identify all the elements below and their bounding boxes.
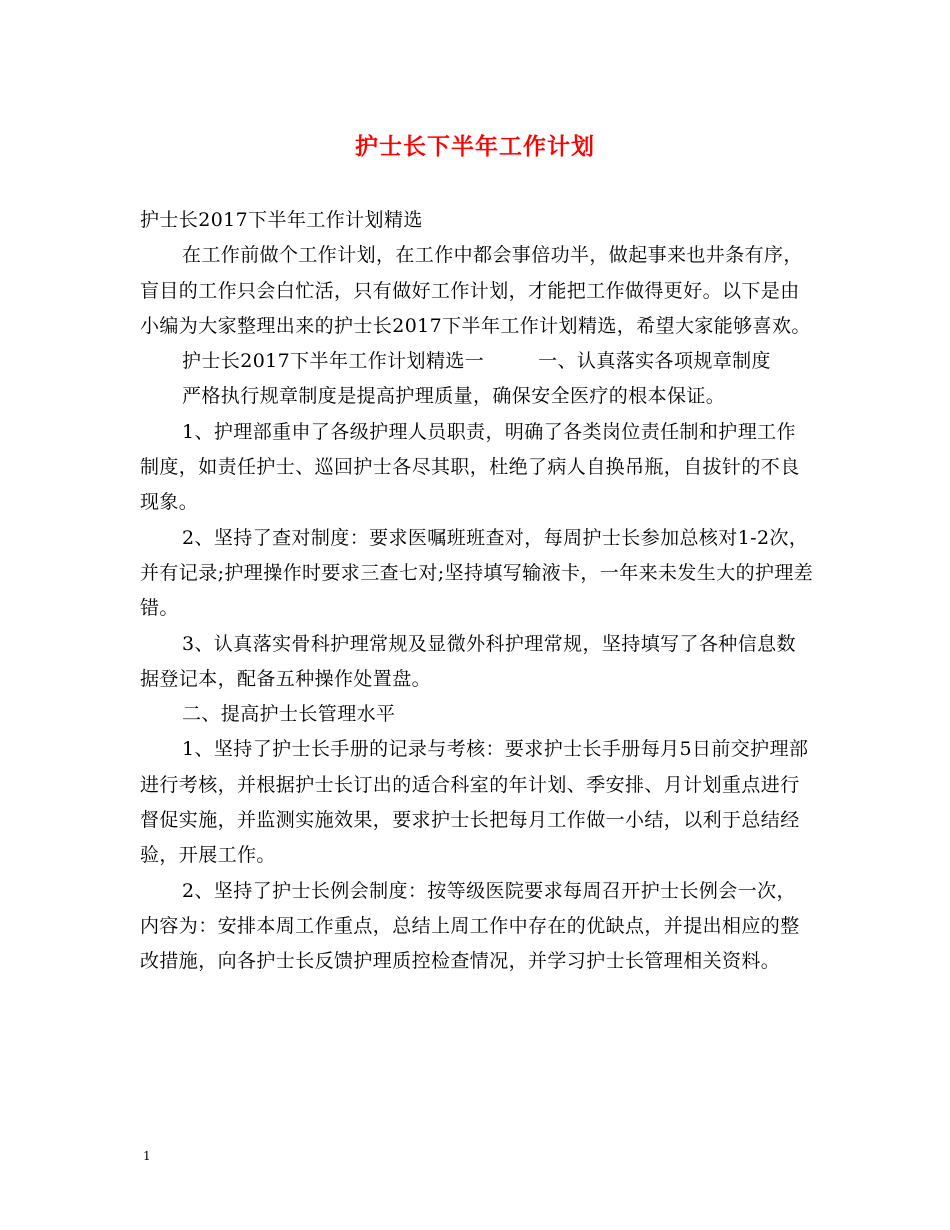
document-body [140, 203, 815, 980]
list-item: 1、坚持了护士长手册的记录与考核：要求护士长手册每月5日前交护理部进行考核，并根据护士长订出的适合科室的年计划、季安排、月计划重点进行督促实施，并监测实施效果，要求护士长把每月工作做一小结，以利于总结经验，开展工作。 [140, 738, 809, 867]
strict-rules-paragraph: 严格执行规章制度是提高护理质量，确保安全医疗的根本保证。 [182, 385, 726, 408]
list-item: 2、坚持了查对制度：要求医嘱班班查对，每周护士长参加总核对1-2次，并有记录;护理操作时要求三查七对;坚持填写输液卡，一年来未发生大的护理差错。 [140, 526, 814, 620]
document-title: 护士长下半年工作计划 [355, 133, 595, 160]
list-item: 3、认真落实骨科护理常规及显微外科护理常规，坚持填写了各种信息数据登记本，配备五种操作处置盘。 [140, 632, 796, 690]
intro-paragraph: 在工作前做个工作计划，在工作中都会事倍功半，做起事来也井条有序，盲目的工作只会白忙活，只有做好工作计划，才能把工作做得更好。以下是由小编为大家整理出来的护士长2017下半年工作计划精选，希望大家能够喜欢。 [140, 244, 811, 337]
section-one-heading-prefix: 护士长2017下半年工作计划精选一 [182, 350, 485, 373]
page-number: 1 [143, 1149, 151, 1163]
section-one-heading-title: 一、认真落实各项规章制度 [538, 350, 771, 373]
document-subtitle: 护士长2017下半年工作计划精选 [140, 209, 423, 231]
section-one-heading [140, 344, 815, 379]
list-item: 2、坚持了护士长例会制度：按等级医院要求每周召开护士长例会一次，内容为：安排本周工作重点，总结上周工作中存在的优缺点，并提出相应的整改措施，向各护士长反馈护理质控检查情况，并学习护士长管理相关资料。 [140, 879, 800, 973]
list-item: 1、护理部重申了各级护理人员职责，明确了各类岗位责任制和护理工作制度，如责任护士、巡回护士各尽其职，杜绝了病人自换吊瓶，自拔针的不良现象。 [140, 420, 800, 514]
section-two-heading: 二、提高护士长管理水平 [182, 703, 396, 726]
